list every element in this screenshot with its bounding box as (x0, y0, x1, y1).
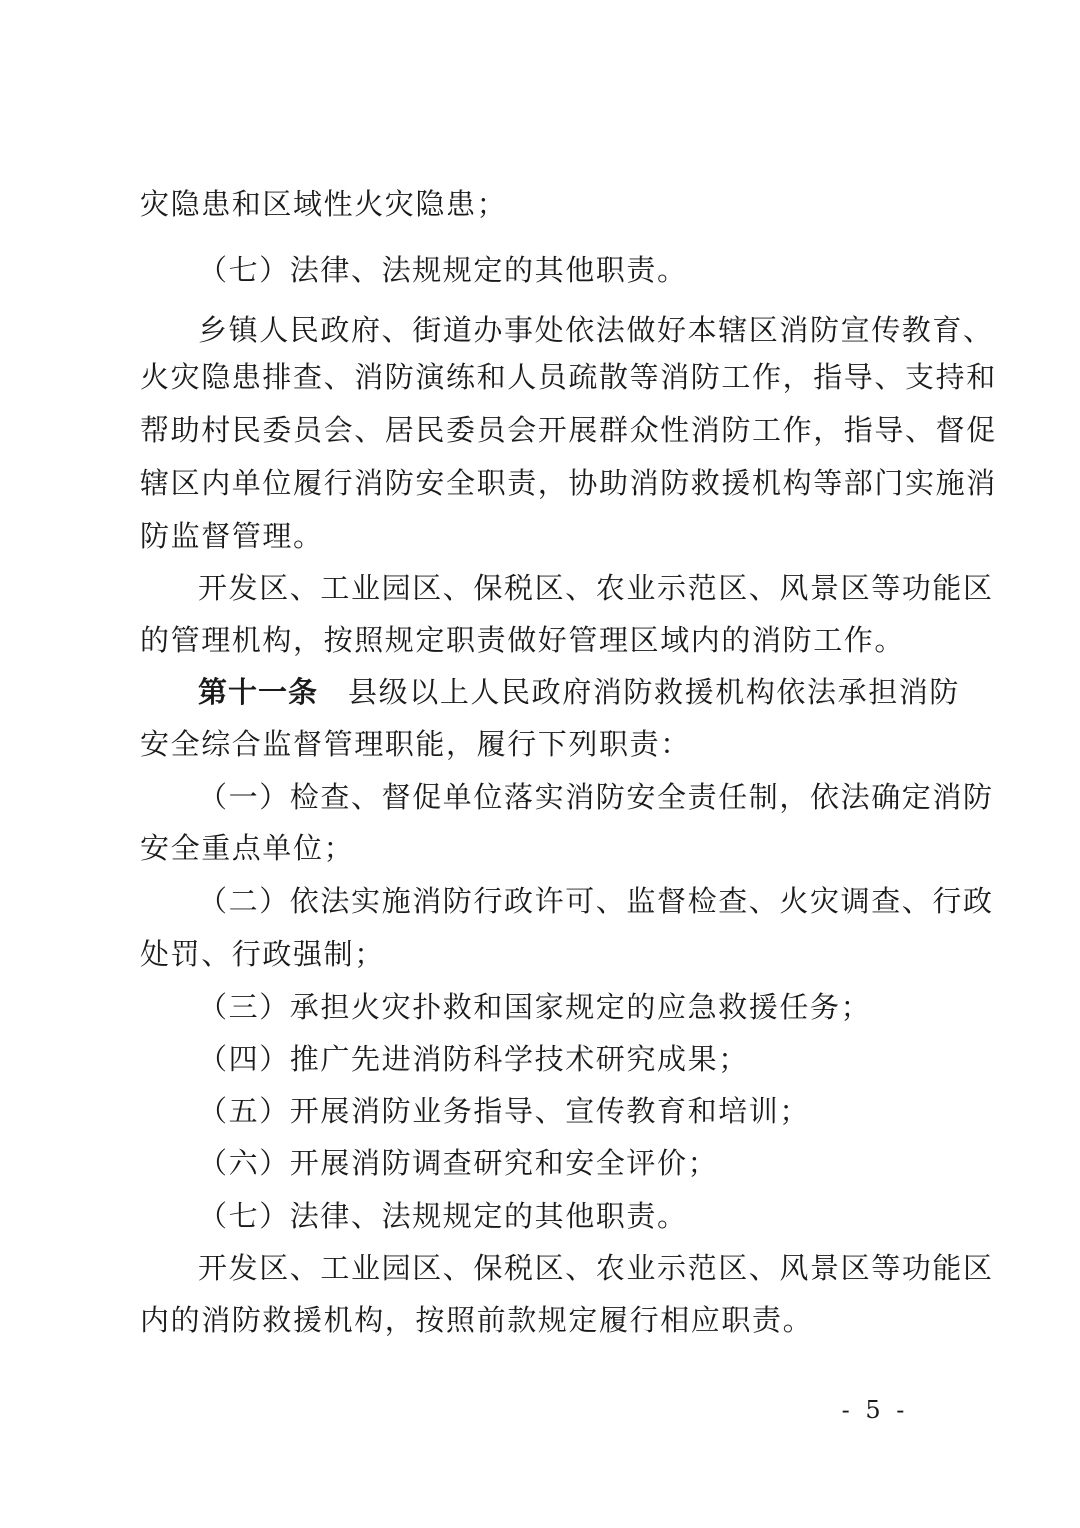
paragraph-line: 安全综合监督管理职能，履行下列职责： (140, 727, 691, 761)
text-line: 灾隐患和区域性火灾隐患； (140, 187, 508, 221)
list-item: （五）开展消防业务指导、宣传教育和培训； (198, 1094, 811, 1128)
list-item: （二）依法实施消防行政许可、监督检查、火灾调查、行政 (198, 884, 994, 918)
paragraph-line: 的管理机构，按照规定职责做好管理区域内的消防工作。 (140, 623, 906, 657)
paragraph-line: 防监督管理。 (140, 519, 324, 553)
paragraph-line: 开发区、工业园区、保税区、农业示范区、风景区等功能区 (198, 1251, 994, 1285)
list-item: （七）法律、法规规定的其他职责。 (198, 1199, 688, 1233)
paragraph-line: 火灾隐患排查、消防演练和人员疏散等消防工作，指导、支持和 (140, 360, 997, 394)
list-item: （三）承担火灾扑救和国家规定的应急救援任务； (198, 990, 872, 1024)
paragraph-line: 帮助村民委员会、居民委员会开展群众性消防工作，指导、督促 (140, 413, 997, 447)
paragraph-line: 内的消防救援机构，按照前款规定履行相应职责。 (140, 1303, 814, 1337)
article-text: 县级以上人民政府消防救援机构依法承担消防 (348, 675, 961, 709)
list-item-continued: 安全重点单位； (140, 831, 355, 865)
article-heading: 第十一条 (198, 675, 319, 709)
paragraph-line: 辖区内单位履行消防安全职责，协助消防救援机构等部门实施消 (140, 466, 997, 500)
text-line: （七）法律、法规规定的其他职责。 (198, 253, 688, 287)
paragraph-line: 开发区、工业园区、保税区、农业示范区、风景区等功能区 (198, 571, 994, 605)
page-number: - 5 - (841, 1396, 909, 1424)
list-item: （四）推广先进消防科学技术研究成果； (198, 1042, 749, 1076)
list-item: （六）开展消防调查研究和安全评价； (198, 1146, 719, 1180)
list-item: （一）检查、督促单位落实消防安全责任制，依法确定消防 (198, 780, 994, 814)
list-item-continued: 处罚、行政强制； (140, 937, 385, 971)
article-line (198, 672, 961, 712)
paragraph-line: 乡镇人民政府、街道办事处依法做好本辖区消防宣传教育、 (198, 313, 994, 347)
